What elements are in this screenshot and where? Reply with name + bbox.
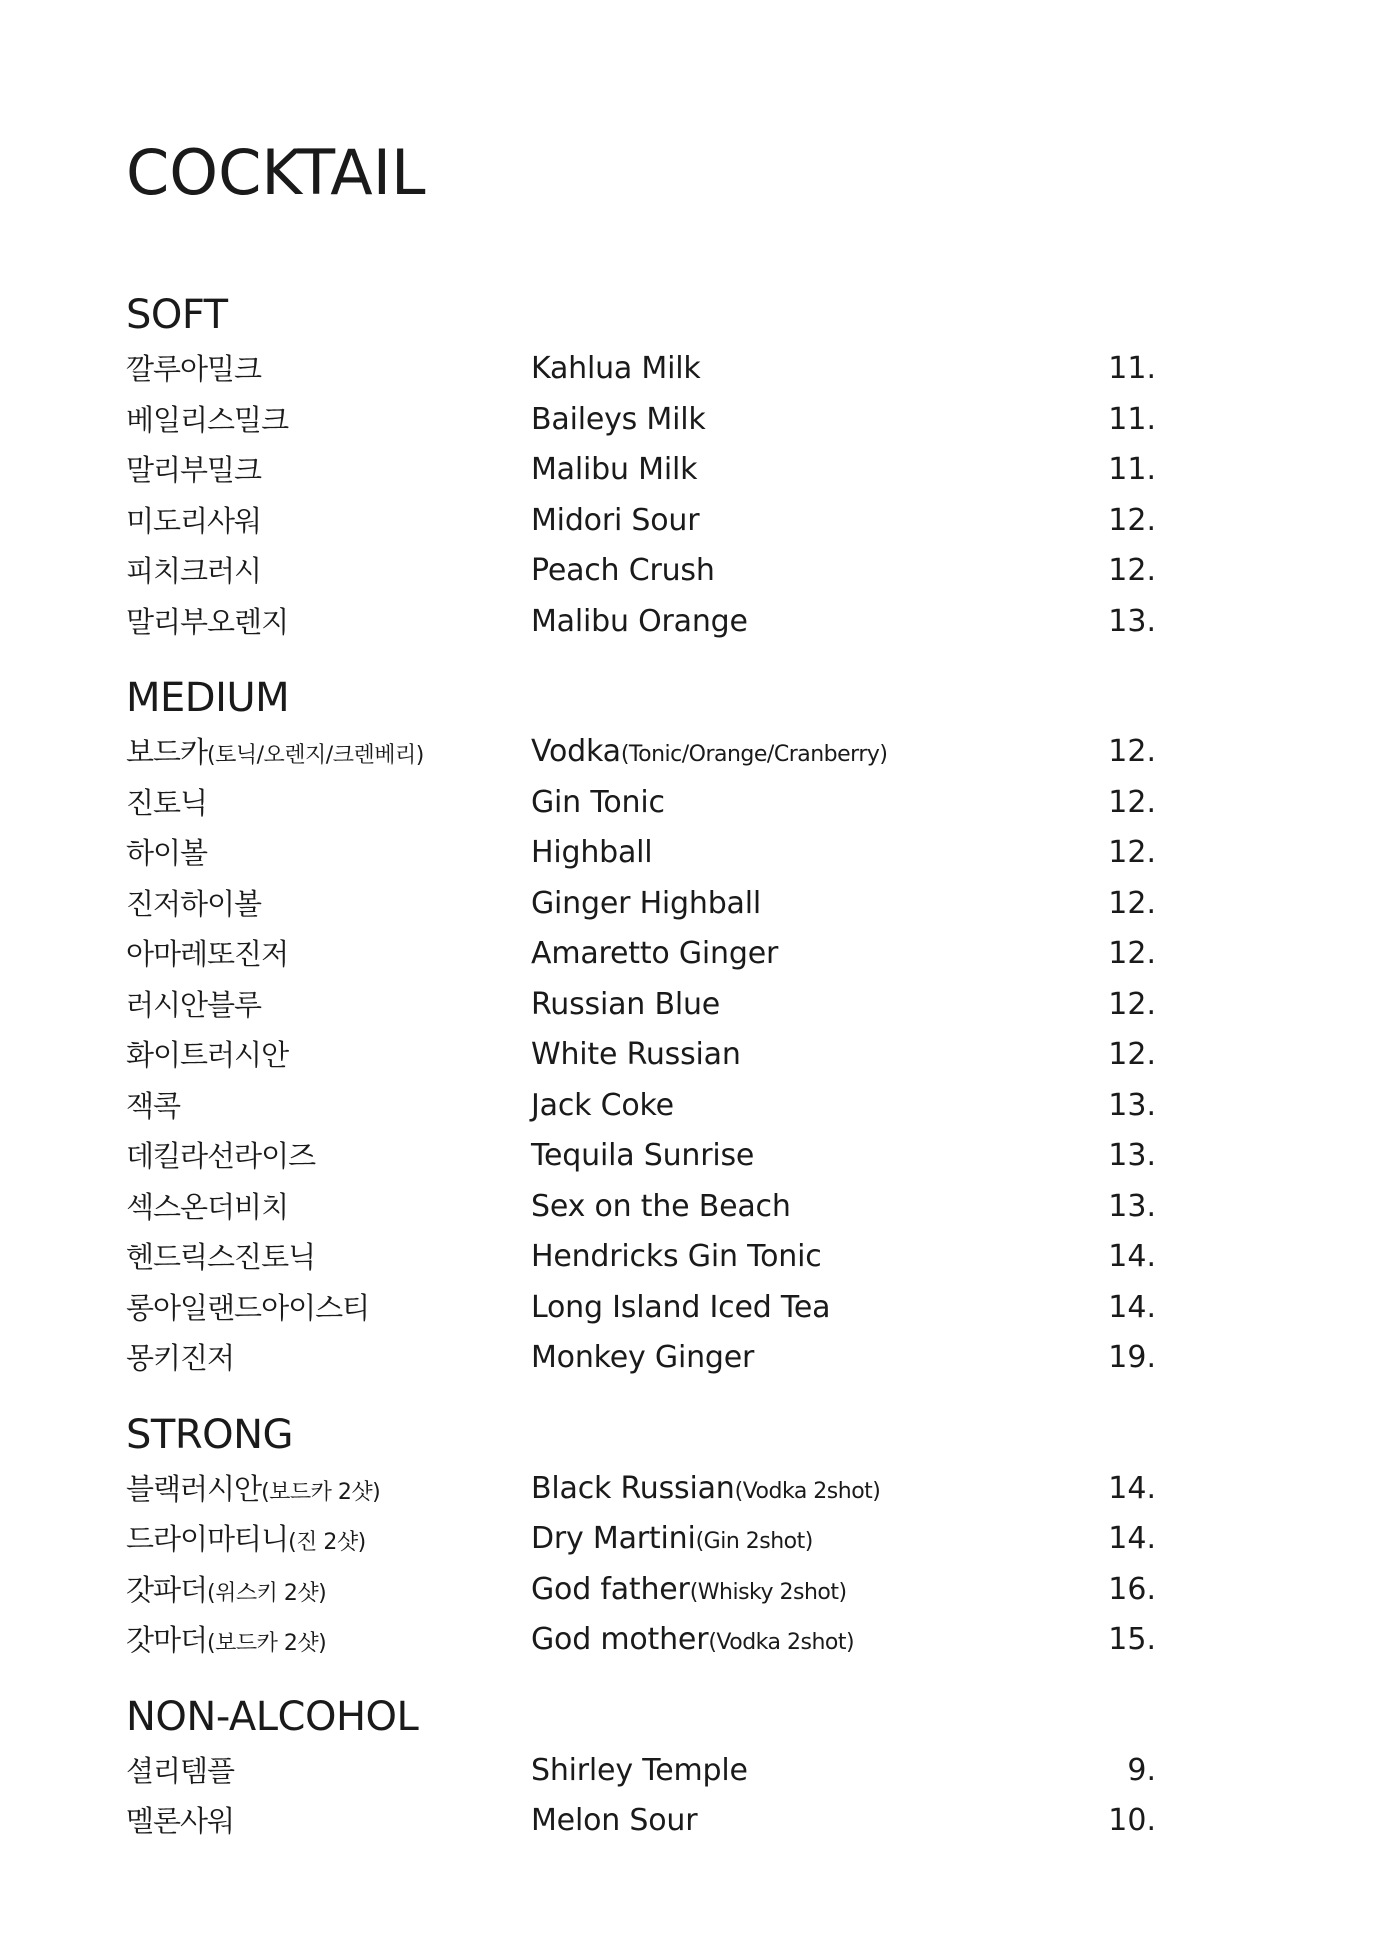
item-name-korean-text: 갓마더	[126, 1623, 208, 1657]
item-name-english-text: God mother	[531, 1622, 709, 1657]
item-name-english	[531, 597, 748, 648]
item-name-korean	[126, 1131, 315, 1182]
item-name-english	[531, 1464, 880, 1518]
item-name-korean-text: 진저하이볼	[126, 886, 262, 921]
menu-item	[126, 929, 1156, 980]
item-name-english-text: Malibu Orange	[531, 603, 748, 639]
item-price: 13.	[1108, 1138, 1156, 1173]
item-name-english-text: Jack Coke	[531, 1087, 674, 1123]
menu-item	[126, 1796, 1156, 1847]
item-name-english-text: Long Island Iced Tea	[531, 1289, 831, 1325]
item-name-korean-text: 말리부오렌지	[126, 604, 289, 639]
item-name-korean	[126, 344, 261, 395]
item-name-korean	[126, 1796, 234, 1847]
item-note-english: (Vodka 2shot)	[734, 1478, 881, 1504]
menu-item	[126, 1514, 1156, 1565]
item-name-korean	[126, 778, 207, 829]
menu-item	[126, 980, 1156, 1031]
item-price: 13.	[1108, 603, 1156, 639]
menu-item	[126, 1182, 1156, 1233]
item-name-english	[531, 1514, 813, 1568]
menu-item	[126, 1030, 1156, 1081]
item-name-korean-text: 러시안블루	[126, 987, 262, 1022]
item-name-english-text: Baileys Milk	[531, 401, 706, 437]
cocktail-menu	[126, 128, 1156, 1847]
item-price: 12.	[1108, 1037, 1156, 1072]
item-name-english	[531, 1565, 847, 1619]
item-name-korean-text: 잭콕	[126, 1088, 181, 1123]
item-note-korean: (진 2샷)	[288, 1530, 366, 1555]
section-title: STRONG	[126, 1411, 294, 1458]
item-name-korean-text: 갓파더	[126, 1572, 208, 1607]
item-name-english	[531, 1615, 854, 1669]
item-name-english-text: Highball	[531, 835, 653, 870]
item-name-english	[531, 344, 701, 395]
item-name-korean	[126, 496, 261, 547]
item-note-english: (Whisky 2shot)	[689, 1579, 847, 1605]
section-strong	[126, 1406, 1156, 1666]
item-price: 11.	[1108, 401, 1156, 437]
item-name-korean-text: 미도리사워	[126, 503, 262, 538]
item-name-korean	[126, 929, 288, 980]
item-price: 14.	[1108, 1289, 1156, 1325]
page-title: COCKTAIL	[126, 136, 426, 209]
item-name-english-text: Hendricks Gin Tonic	[531, 1239, 822, 1274]
menu-item	[126, 1081, 1156, 1132]
item-name-korean	[126, 1283, 369, 1334]
item-name-korean	[126, 395, 288, 446]
item-price: 12.	[1108, 784, 1156, 820]
item-name-korean-text: 보드카	[126, 735, 208, 769]
menu-item	[126, 395, 1156, 446]
menu-item	[126, 828, 1156, 879]
item-price: 12.	[1108, 936, 1156, 971]
item-name-english	[531, 496, 699, 547]
item-name-english-text: Midori Sour	[531, 502, 700, 538]
section-title: NON-ALCOHOL	[126, 1693, 419, 1740]
item-name-korean	[126, 1615, 326, 1670]
item-note-english: (Tonic/Orange/Cranberry)	[620, 742, 888, 767]
section-medium	[126, 669, 1156, 1384]
item-note-korean: (토닉/오렌지/크렌베리)	[207, 743, 424, 768]
item-name-korean-text: 하이볼	[126, 836, 208, 870]
item-name-english-text: Tequila Sunrise	[531, 1138, 755, 1173]
item-price: 11.	[1108, 452, 1156, 487]
item-name-korean	[126, 1030, 288, 1081]
menu-item	[126, 1746, 1156, 1797]
item-name-english-text: Vodka	[531, 734, 621, 769]
item-name-korean-text: 블랙러시안	[126, 1471, 262, 1506]
item-name-english	[531, 727, 887, 781]
menu-item	[126, 1232, 1156, 1283]
menu-list	[126, 727, 1156, 1384]
item-name-english	[531, 395, 706, 446]
item-name-english-text: Black Russian	[531, 1470, 735, 1506]
item-name-korean-text: 섹스온더비치	[126, 1189, 289, 1224]
section-soft	[126, 286, 1156, 647]
menu-item	[126, 1333, 1156, 1384]
item-name-korean-text: 데킬라선라이즈	[126, 1139, 316, 1173]
item-name-korean	[126, 980, 261, 1031]
item-name-korean	[126, 1746, 234, 1797]
item-name-korean-text: 화이트러시안	[126, 1038, 289, 1072]
item-price: 19.	[1108, 1340, 1156, 1375]
item-name-english	[531, 1796, 697, 1847]
item-price: 12.	[1108, 885, 1156, 921]
menu-item	[126, 546, 1156, 597]
item-price: 9.	[1127, 1752, 1156, 1788]
item-name-korean-text: 말리부밀크	[126, 453, 262, 487]
item-name-korean	[126, 1514, 366, 1569]
menu-item	[126, 344, 1156, 395]
item-name-english	[531, 778, 665, 829]
item-name-english	[531, 1283, 830, 1334]
item-name-korean-text: 헨드릭스진토닉	[126, 1240, 316, 1274]
item-name-english	[531, 546, 715, 597]
item-name-korean-text: 롱아일랜드아이스티	[126, 1290, 370, 1325]
item-price: 14.	[1108, 1470, 1156, 1506]
item-name-english	[531, 929, 778, 980]
item-note-korean: (위스키 2샷)	[207, 1580, 327, 1606]
item-name-english-text: Ginger Highball	[531, 885, 762, 921]
menu-list	[126, 344, 1156, 647]
item-name-korean	[126, 546, 261, 597]
menu-item	[126, 1131, 1156, 1182]
item-price: 12.	[1108, 553, 1156, 588]
item-name-english	[531, 980, 720, 1031]
item-name-korean	[126, 1565, 326, 1620]
item-name-korean	[126, 879, 261, 930]
item-price: 12.	[1108, 502, 1156, 538]
menu-item	[126, 727, 1156, 778]
item-name-korean-text: 셜리템플	[126, 1753, 235, 1788]
item-name-english-text: Shirley Temple	[531, 1752, 748, 1788]
item-name-english-text: Monkey Ginger	[531, 1340, 755, 1375]
item-price: 15.	[1108, 1622, 1156, 1657]
item-name-korean-text: 베일리스밀크	[126, 402, 289, 437]
item-name-english	[531, 1030, 741, 1081]
item-name-korean-text: 진토닉	[126, 785, 208, 820]
item-price: 13.	[1108, 1188, 1156, 1224]
item-name-korean	[126, 1464, 380, 1519]
item-name-english-text: Kahlua Milk	[531, 351, 701, 386]
item-name-korean-text: 몽키진저	[126, 1341, 235, 1375]
item-name-korean	[126, 828, 207, 879]
item-name-english-text: Russian Blue	[531, 986, 721, 1022]
item-name-korean	[126, 727, 424, 782]
item-name-english	[531, 445, 697, 496]
item-name-english-text: Melon Sour	[531, 1803, 698, 1838]
item-name-korean-text: 아마레또진저	[126, 937, 289, 971]
section-non-alcohol	[126, 1688, 1156, 1847]
menu-item	[126, 1565, 1156, 1616]
item-price: 16.	[1108, 1571, 1156, 1607]
menu-list	[126, 1746, 1156, 1847]
item-name-english	[531, 1746, 748, 1797]
item-name-english	[531, 1333, 754, 1384]
item-name-english	[531, 879, 761, 930]
item-name-korean	[126, 1182, 288, 1233]
item-name-english	[531, 828, 652, 879]
section-title: SOFT	[126, 292, 228, 338]
menu-item	[126, 496, 1156, 547]
item-price: 14.	[1108, 1521, 1156, 1556]
item-name-english-text: White Russian	[531, 1037, 741, 1072]
item-note-english: (Gin 2shot)	[695, 1529, 813, 1554]
menu-item	[126, 778, 1156, 829]
item-note-english: (Vodka 2shot)	[708, 1630, 855, 1655]
menu-item	[126, 1615, 1156, 1666]
item-note-korean: (보드카 2샷)	[207, 1631, 327, 1656]
item-name-korean-text: 피치크러시	[126, 554, 262, 588]
menu-item	[126, 597, 1156, 648]
item-name-english-text: Malibu Milk	[531, 452, 698, 487]
item-name-korean	[126, 1081, 180, 1132]
item-name-korean	[126, 1333, 234, 1384]
item-price: 12.	[1108, 734, 1156, 769]
item-price: 12.	[1108, 835, 1156, 870]
item-name-english-text: Gin Tonic	[531, 784, 665, 820]
item-price: 14.	[1108, 1239, 1156, 1274]
item-name-english	[531, 1232, 822, 1283]
item-name-english	[531, 1182, 791, 1233]
item-name-english	[531, 1081, 674, 1132]
item-name-korean	[126, 1232, 315, 1283]
item-name-korean-text: 드라이마티니	[126, 1522, 289, 1556]
item-price: 13.	[1108, 1087, 1156, 1123]
item-name-korean-text: 멜론사워	[126, 1804, 235, 1838]
item-name-english-text: Peach Crush	[531, 553, 715, 588]
item-name-english	[531, 1131, 754, 1182]
item-note-korean: (보드카 2샷)	[261, 1479, 381, 1505]
menu-item	[126, 1464, 1156, 1515]
item-price: 10.	[1108, 1803, 1156, 1838]
menu-item	[126, 879, 1156, 930]
item-name-korean	[126, 597, 288, 648]
item-name-english-text: Dry Martini	[531, 1521, 696, 1556]
menu-item	[126, 445, 1156, 496]
menu-list	[126, 1464, 1156, 1666]
item-price: 11.	[1108, 351, 1156, 386]
item-name-english-text: Sex on the Beach	[531, 1188, 791, 1224]
section-title: MEDIUM	[126, 675, 290, 721]
item-name-korean-text: 깔루아밀크	[126, 352, 262, 386]
menu-item	[126, 1283, 1156, 1334]
item-name-english-text: Amaretto Ginger	[531, 936, 779, 971]
item-name-korean	[126, 445, 261, 496]
item-price: 12.	[1108, 986, 1156, 1022]
item-name-english-text: God father	[531, 1571, 690, 1607]
